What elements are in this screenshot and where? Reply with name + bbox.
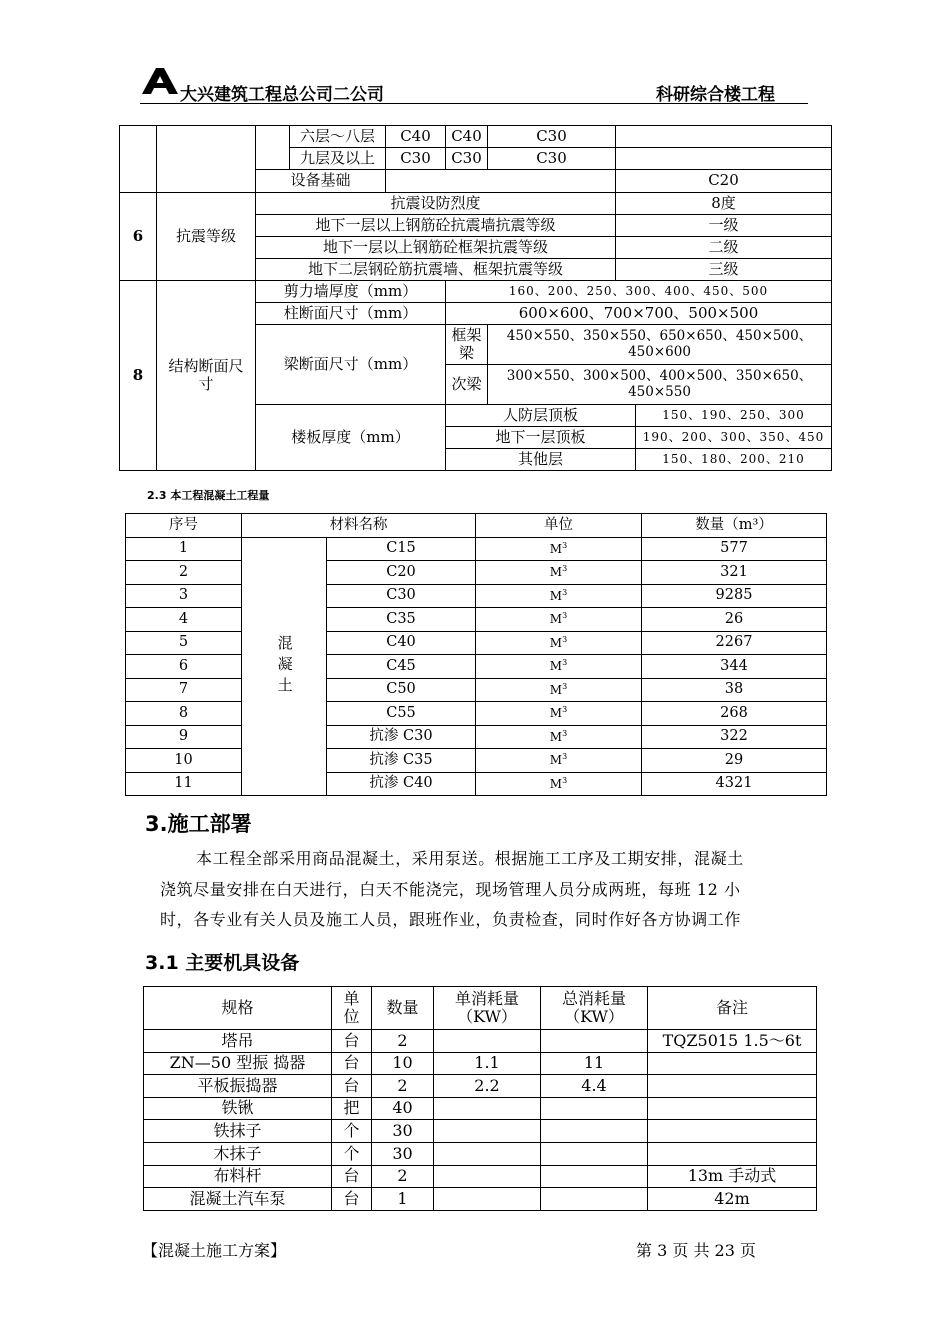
table-row xyxy=(126,678,827,702)
slab-row-value: 150、180、200、210 xyxy=(636,449,832,471)
row-no: 3 xyxy=(126,584,242,608)
slab-row-label: 其他层 xyxy=(446,449,636,471)
cell-single xyxy=(434,1030,541,1053)
cell-qty: 30 xyxy=(372,1142,434,1165)
cell-spec: 混凝土汽车泵 xyxy=(144,1188,332,1211)
row-qty: 577 xyxy=(642,537,827,561)
para-line: 浇筑尽量安排在白天进行，白天不能浇完，现场管理人员分成两班，每班 12 小 xyxy=(160,879,741,899)
grade-cell: C30 xyxy=(488,148,616,170)
cell-total xyxy=(541,1030,648,1053)
row-no: 9 xyxy=(126,725,242,749)
equipment-table xyxy=(143,986,817,1211)
table-row xyxy=(144,1097,817,1120)
row-name: 抗渗 C35 xyxy=(327,749,476,773)
row-no: 10 xyxy=(126,749,242,773)
para-line: 本工程全部采用商品混凝土，采用泵送。根据施工工序及工期安排，混凝土 xyxy=(196,849,744,868)
cell-spec: 铁抹子 xyxy=(144,1120,332,1143)
row-qty: 4321 xyxy=(642,772,827,796)
row-unit: $M^3$ xyxy=(476,584,642,608)
row-qty: 26 xyxy=(642,608,827,632)
row-name: C30 xyxy=(327,584,476,608)
header-name: 材料名称 xyxy=(242,514,476,538)
grade-cell xyxy=(616,126,832,148)
header-note: 备注 xyxy=(648,987,817,1030)
cell-unit: 台 xyxy=(332,1030,372,1053)
frame-beam-value: 450×550、350×550、650×650、450×500、450×600 xyxy=(488,325,832,365)
floor-cell: 九层及以上 xyxy=(290,148,386,170)
table-row xyxy=(126,749,827,773)
cell-single xyxy=(434,1097,541,1120)
cell-note: 13m 手动式 xyxy=(648,1165,817,1188)
beam-label: 梁断面尺寸（mm） xyxy=(256,325,446,405)
table-row xyxy=(126,608,827,632)
cell-total xyxy=(541,1120,648,1143)
table-row xyxy=(144,1075,817,1098)
frame-beam-label: 框架梁 xyxy=(446,325,488,365)
row-qty: 2267 xyxy=(642,631,827,655)
cell-unit: 台 xyxy=(332,1165,372,1188)
header-no: 序号 xyxy=(126,514,242,538)
cell-single xyxy=(434,1142,541,1165)
seismic-value: 一级 xyxy=(616,215,832,237)
sub-beam-value: 300×550、300×500、400×500、350×650、450×550 xyxy=(488,365,832,405)
cell-unit: 台 xyxy=(332,1052,372,1075)
cell-note xyxy=(648,1097,817,1120)
row-name: 抗渗 C40 xyxy=(327,772,476,796)
row-qty: 29 xyxy=(642,749,827,773)
header-project: 科研综合楼工程 xyxy=(656,85,775,105)
table-row xyxy=(126,561,827,585)
cell-note xyxy=(648,1052,817,1075)
grade-cell: C40 xyxy=(386,126,446,148)
grade-cell: C30 xyxy=(446,148,488,170)
seismic-title: 抗震等级 xyxy=(157,193,256,281)
structure-spec-table xyxy=(119,125,832,471)
table-row xyxy=(144,1188,817,1211)
row-name: 抗渗 C30 xyxy=(327,725,476,749)
table-row xyxy=(144,1120,817,1143)
header-unit: 单位 xyxy=(332,987,372,1030)
row-qty: 322 xyxy=(642,725,827,749)
cell-single xyxy=(434,1165,541,1188)
row-qty: 9285 xyxy=(642,584,827,608)
row-no: 4 xyxy=(126,608,242,632)
row-unit: $M^3$ xyxy=(476,725,642,749)
grade-cell: C30 xyxy=(386,148,446,170)
header-qty: 数量 xyxy=(372,987,434,1030)
row-name: C35 xyxy=(327,608,476,632)
slab-row-value: 190、200、300、350、450 xyxy=(636,427,832,449)
row-title-cell xyxy=(157,126,256,193)
cell-qty: 2 xyxy=(372,1075,434,1098)
seismic-label: 抗震设防烈度 xyxy=(256,193,616,215)
cell-unit: 把 xyxy=(332,1097,372,1120)
table-row xyxy=(126,772,827,796)
grade-cell xyxy=(616,148,832,170)
column-label: 柱断面尺寸（mm） xyxy=(256,303,446,325)
cell-note xyxy=(648,1142,817,1165)
floor-cell: 六层～八层 xyxy=(290,126,386,148)
row-unit: $M^3$ xyxy=(476,561,642,585)
row-no: 8 xyxy=(126,702,242,726)
cell-unit: 台 xyxy=(332,1188,372,1211)
row-unit: $M^3$ xyxy=(476,608,642,632)
row-unit: $M^3$ xyxy=(476,655,642,679)
row-unit: $M^3$ xyxy=(476,702,642,726)
sub-beam-label: 次梁 xyxy=(446,365,488,405)
row-no: 5 xyxy=(126,631,242,655)
blank-cell xyxy=(386,170,616,193)
row-no: 11 xyxy=(126,772,242,796)
cell-note: 42m xyxy=(648,1188,817,1211)
blank-cell xyxy=(256,126,290,170)
section-3-para xyxy=(160,844,820,936)
header-rule xyxy=(140,103,808,104)
row-unit: $M^3$ xyxy=(476,631,642,655)
row-qty: 268 xyxy=(642,702,827,726)
table-row xyxy=(126,584,827,608)
table-row xyxy=(126,702,827,726)
equipment-base-label: 设备基础 xyxy=(256,170,386,193)
row-qty: 344 xyxy=(642,655,827,679)
header-total: 总消耗量（KW） xyxy=(541,987,648,1030)
seismic-no: 6 xyxy=(120,193,157,281)
table-row xyxy=(126,655,827,679)
table-row xyxy=(126,537,827,561)
row-qty: 38 xyxy=(642,678,827,702)
section-no: 8 xyxy=(120,281,157,471)
cell-single: 1.1 xyxy=(434,1052,541,1075)
seismic-value: 二级 xyxy=(616,237,832,259)
cell-qty: 2 xyxy=(372,1165,434,1188)
cell-unit: 个 xyxy=(332,1142,372,1165)
shear-wall-label: 剪力墙厚度（mm） xyxy=(256,281,446,303)
seismic-label: 地下一层以上钢筋砼抗震墙抗震等级 xyxy=(256,215,616,237)
row-name: C50 xyxy=(327,678,476,702)
row-name: C40 xyxy=(327,631,476,655)
header-spec: 规格 xyxy=(144,987,332,1030)
header-qty: 数量（m³） xyxy=(642,514,827,538)
cell-total xyxy=(541,1165,648,1188)
section-23-title: 2.3 本工程混凝土工程量 xyxy=(147,489,270,502)
seismic-value: 8度 xyxy=(616,193,832,215)
row-qty: 321 xyxy=(642,561,827,585)
cell-spec: 塔吊 xyxy=(144,1030,332,1053)
row-no-cell xyxy=(120,126,157,193)
header-unit: 单位 xyxy=(476,514,642,538)
cell-spec: ZN—50 型振 捣器 xyxy=(144,1052,332,1075)
cell-spec: 铁锹 xyxy=(144,1097,332,1120)
cell-qty: 2 xyxy=(372,1030,434,1053)
company-logo xyxy=(142,66,178,96)
cell-total: 11 xyxy=(541,1052,648,1075)
section-3-title: 3.施工部署 xyxy=(145,812,252,836)
table-row xyxy=(144,1165,817,1188)
para-line: 时，各专业有关人员及施工人员，跟班作业，负责检查，同时作好各方协调工作 xyxy=(160,910,742,929)
cell-total: 4.4 xyxy=(541,1075,648,1098)
row-no: 6 xyxy=(126,655,242,679)
cell-single: 2.2 xyxy=(434,1075,541,1098)
table-row xyxy=(144,1030,817,1053)
row-name: C45 xyxy=(327,655,476,679)
grade-cell: C30 xyxy=(488,126,616,148)
cell-qty: 10 xyxy=(372,1052,434,1075)
table-row xyxy=(144,1052,817,1075)
cell-qty: 40 xyxy=(372,1097,434,1120)
cell-single xyxy=(434,1120,541,1143)
seismic-value: 三级 xyxy=(616,259,832,281)
slab-row-value: 150、190、250、300 xyxy=(636,405,832,427)
concrete-quantity-table xyxy=(125,513,827,796)
cell-total xyxy=(541,1142,648,1165)
table-row xyxy=(126,631,827,655)
equipment-base-value: C20 xyxy=(616,170,832,193)
header-single: 单消耗量（KW） xyxy=(434,987,541,1030)
row-name: C20 xyxy=(327,561,476,585)
cell-single xyxy=(434,1188,541,1211)
cell-note xyxy=(648,1075,817,1098)
cell-note xyxy=(648,1120,817,1143)
cell-spec: 木抹子 xyxy=(144,1142,332,1165)
cell-total xyxy=(541,1097,648,1120)
row-name: C55 xyxy=(327,702,476,726)
row-unit: $M^3$ xyxy=(476,749,642,773)
section-title: 结构断面尺寸 xyxy=(157,281,256,471)
grade-cell: C40 xyxy=(446,126,488,148)
row-no: 7 xyxy=(126,678,242,702)
slab-row-label: 人防层顶板 xyxy=(446,405,636,427)
row-unit: $M^3$ xyxy=(476,772,642,796)
table-row xyxy=(126,725,827,749)
shear-wall-value: 160、200、250、300、400、450、500 xyxy=(446,281,832,303)
seismic-label: 地下一层以上钢筋砼框架抗震等级 xyxy=(256,237,616,259)
row-no: 2 xyxy=(126,561,242,585)
cell-spec: 布料杆 xyxy=(144,1165,332,1188)
cell-qty: 1 xyxy=(372,1188,434,1211)
footer-doc: 【混凝土施工方案】 xyxy=(142,1241,287,1260)
row-no: 1 xyxy=(126,537,242,561)
cell-total xyxy=(541,1188,648,1211)
column-value: 600×600、700×700、500×500 xyxy=(446,303,832,325)
section-31-title: 3.1 主要机具设备 xyxy=(145,952,300,974)
cell-qty: 30 xyxy=(372,1120,434,1143)
cell-note: TQZ5015 1.5～6t xyxy=(648,1030,817,1053)
row-unit: $M^3$ xyxy=(476,537,642,561)
cell-spec: 平板振捣器 xyxy=(144,1075,332,1098)
cell-unit: 台 xyxy=(332,1075,372,1098)
seismic-label: 地下二层钢砼筋抗震墙、框架抗震等级 xyxy=(256,259,616,281)
slab-row-label: 地下一层顶板 xyxy=(446,427,636,449)
cell-unit: 个 xyxy=(332,1120,372,1143)
header-company: 大兴建筑工程总公司二公司 xyxy=(180,85,384,105)
slab-label: 楼板厚度（mm） xyxy=(256,405,446,471)
group-label: 混凝土 xyxy=(242,537,327,796)
table-row xyxy=(144,1142,817,1165)
row-name: C15 xyxy=(327,537,476,561)
footer-page: 第 3 页 共 23 页 xyxy=(636,1241,756,1260)
row-unit: $M^3$ xyxy=(476,678,642,702)
